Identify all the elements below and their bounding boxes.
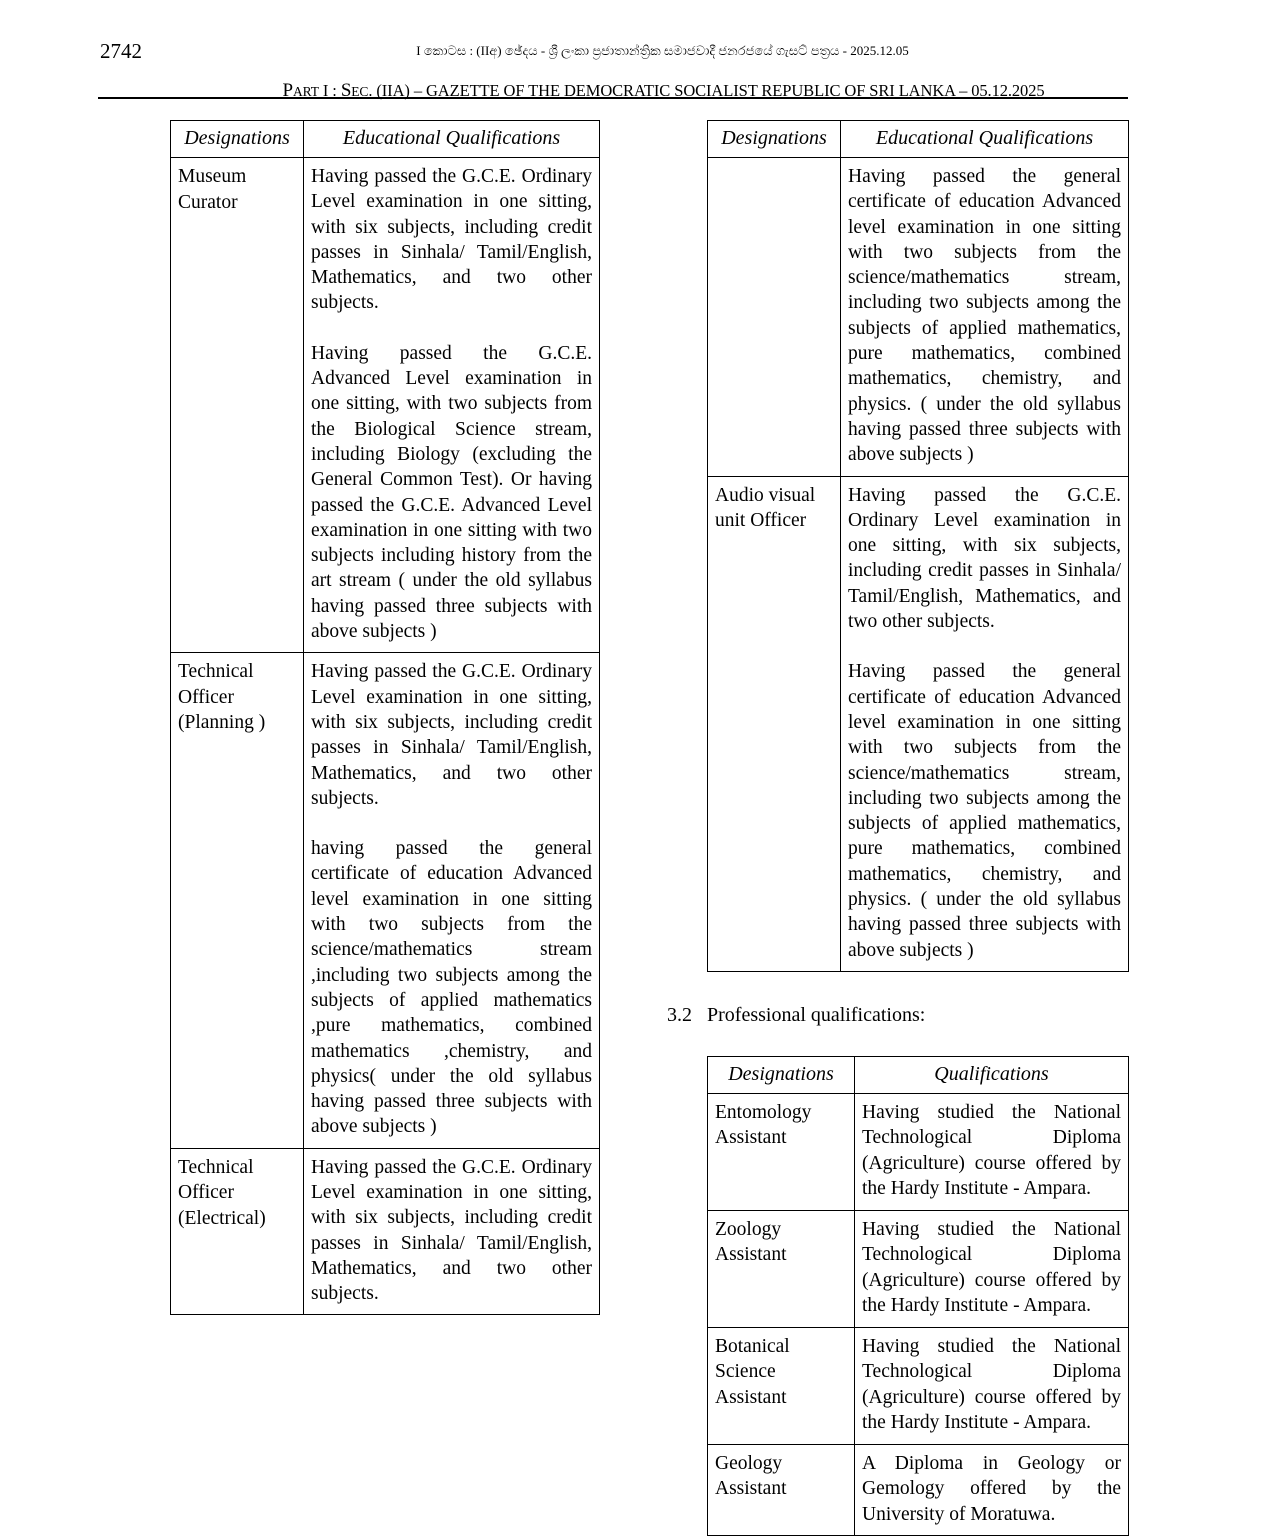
- right-column: [667, 120, 1129, 1536]
- section-title: Professional qualifications:: [707, 1003, 926, 1026]
- designation-cell: [708, 158, 841, 477]
- section-3-2-heading: [667, 1002, 1129, 1028]
- qualification-cell: Having studied the National Technological Diploma (Agriculture) course offered by the Hardy Institute - Ampara.: [855, 1327, 1129, 1444]
- designation-cell: Geology Assistant: [708, 1444, 855, 1536]
- designation-cell: Audio visual unit Officer: [708, 476, 841, 971]
- qualification-cell: [841, 158, 1129, 477]
- qualification-paragraph: Having passed the G.C.E. Ordinary Level examination in one sitting, with six subjects, including credit passes in Sinhala/ Tamil/English, Mathematics, and two other subjects.: [848, 484, 1121, 633]
- gazette-title-sinhala: I කොටස : (IIඅ) ඡේදය - ශ්‍රී ලංකා ප්‍රජාතාන්ත්‍රික සමාජවාදී ජනරජයේ ගැසට් පත්‍රය - 2025.12.05: [416, 43, 909, 58]
- educational-qualifications-table-left: [170, 120, 600, 1315]
- qualification-cell: [304, 653, 600, 1148]
- column-header-qualifications: Qualifications: [855, 1056, 1129, 1093]
- table-row: [708, 1444, 1129, 1536]
- qualification-cell: [304, 1148, 600, 1315]
- qualification-cell: A Diploma in Geology or Gemology offered by the University of Moratuwa.: [855, 1444, 1129, 1536]
- designation-cell: Technical Officer (Electrical): [171, 1148, 304, 1315]
- column-header-designations: Designations: [171, 121, 304, 158]
- left-column: [170, 120, 600, 1315]
- table-row: [171, 1148, 600, 1315]
- qualification-paragraph: Having passed the G.C.E. Ordinary Level examination in one sitting, with six subjects, including credit passes in Sinhala/ Tamil/English, Mathematics, and two other subjects.: [311, 166, 592, 314]
- designation-cell: Botanical Science Assistant: [708, 1327, 855, 1444]
- table-row: [708, 158, 1129, 477]
- header-divider-rule: [98, 97, 1128, 99]
- qualification-paragraph: Having passed the G.C.E. Ordinary Level examination in one sitting, with six subjects, including credit passes in Sinhala/ Tamil/English, Mathematics, and two other subjects.: [311, 661, 592, 809]
- table-header-row: [171, 121, 600, 158]
- designation-cell: Museum Curator: [171, 158, 304, 653]
- page-header: [0, 0, 1275, 102]
- qualification-cell: [304, 158, 600, 653]
- table-row: [708, 1327, 1129, 1444]
- header-primary-line: [0, 36, 1275, 72]
- qualification-cell: Having studied the National Technological Diploma (Agriculture) course offered by the Hardy Institute - Ampara.: [855, 1093, 1129, 1210]
- qualification-cell: Having studied the National Technological Diploma (Agriculture) course offered by the Hardy Institute - Ampara.: [855, 1210, 1129, 1327]
- column-header-educational-qualifications: Educational Qualifications: [841, 121, 1129, 158]
- column-header-designations: Designations: [708, 121, 841, 158]
- designation-cell: Technical Officer (Planning ): [171, 653, 304, 1148]
- page-number: 2742: [100, 39, 142, 63]
- table-row: [708, 1093, 1129, 1210]
- qualification-paragraph: Having passed the G.C.E. Advanced Level examination in one sitting, with two subjects from the Biological Science stream, including Biology (excluding the General Common Test). Or having passed the G.C.E. Advanced Level examination in one sitting with two subjects including history from the art stream ( under the old syllabus having passed three subjects with above subjects ): [311, 342, 592, 643]
- designation-cell: Zoology Assistant: [708, 1210, 855, 1327]
- table-header-row: [708, 121, 1129, 158]
- table-header-row: [708, 1056, 1129, 1093]
- educational-qualifications-table-right: [707, 120, 1129, 972]
- designation-cell: Entomology Assistant: [708, 1093, 855, 1210]
- table-row: [708, 1210, 1129, 1327]
- qualification-paragraph: Having passed the general certificate of education Advanced level examination in one sitting with two subjects from the science/mathematics stream, including two subjects among the subjects of applied mathematics, pure mathematics, combined mathematics, chemistry, and physics. ( under the old syllabus having passed three subjects with above subjects ): [848, 166, 1121, 466]
- table-row: [708, 476, 1129, 971]
- table-row: [171, 158, 600, 653]
- qualification-cell: [841, 476, 1129, 971]
- gazette-title-english: PART I : SEC. (IIA) – GAZETTE OF THE DEMOCRATIC SOCIALIST REPUBLIC OF SRI LANKA – 05.12.2025: [282, 80, 1045, 101]
- qualification-paragraph: Having passed the G.C.E. Ordinary Level examination in one sitting, with six subjects, including credit passes in Sinhala/ Tamil/English, Mathematics, and two other subjects.: [311, 1156, 592, 1305]
- professional-qualifications-table: [707, 1056, 1129, 1536]
- column-header-educational-qualifications: Educational Qualifications: [304, 121, 600, 158]
- qualification-paragraph: having passed the general certificate of education Advanced level examination in one sitting with two subjects from the science/mathematics stream ,including two subjects among the subjects of applied mathematics ,pure mathematics, combined mathematics ,chemistry, and physics( under the old syllabus having passed three subjects with above subjects ): [311, 838, 592, 1138]
- column-header-designations: Designations: [708, 1056, 855, 1093]
- qualification-paragraph: Having passed the general certificate of education Advanced level examination in one sitting with two subjects from the science/mathematics stream, including two subjects among the subjects of applied mathematics, pure mathematics, combined mathematics, chemistry, and physics. ( under the old syllabus having passed three subjects with above subjects ): [848, 661, 1121, 961]
- section-number: 3.2: [667, 1003, 692, 1026]
- table-row: [171, 653, 600, 1148]
